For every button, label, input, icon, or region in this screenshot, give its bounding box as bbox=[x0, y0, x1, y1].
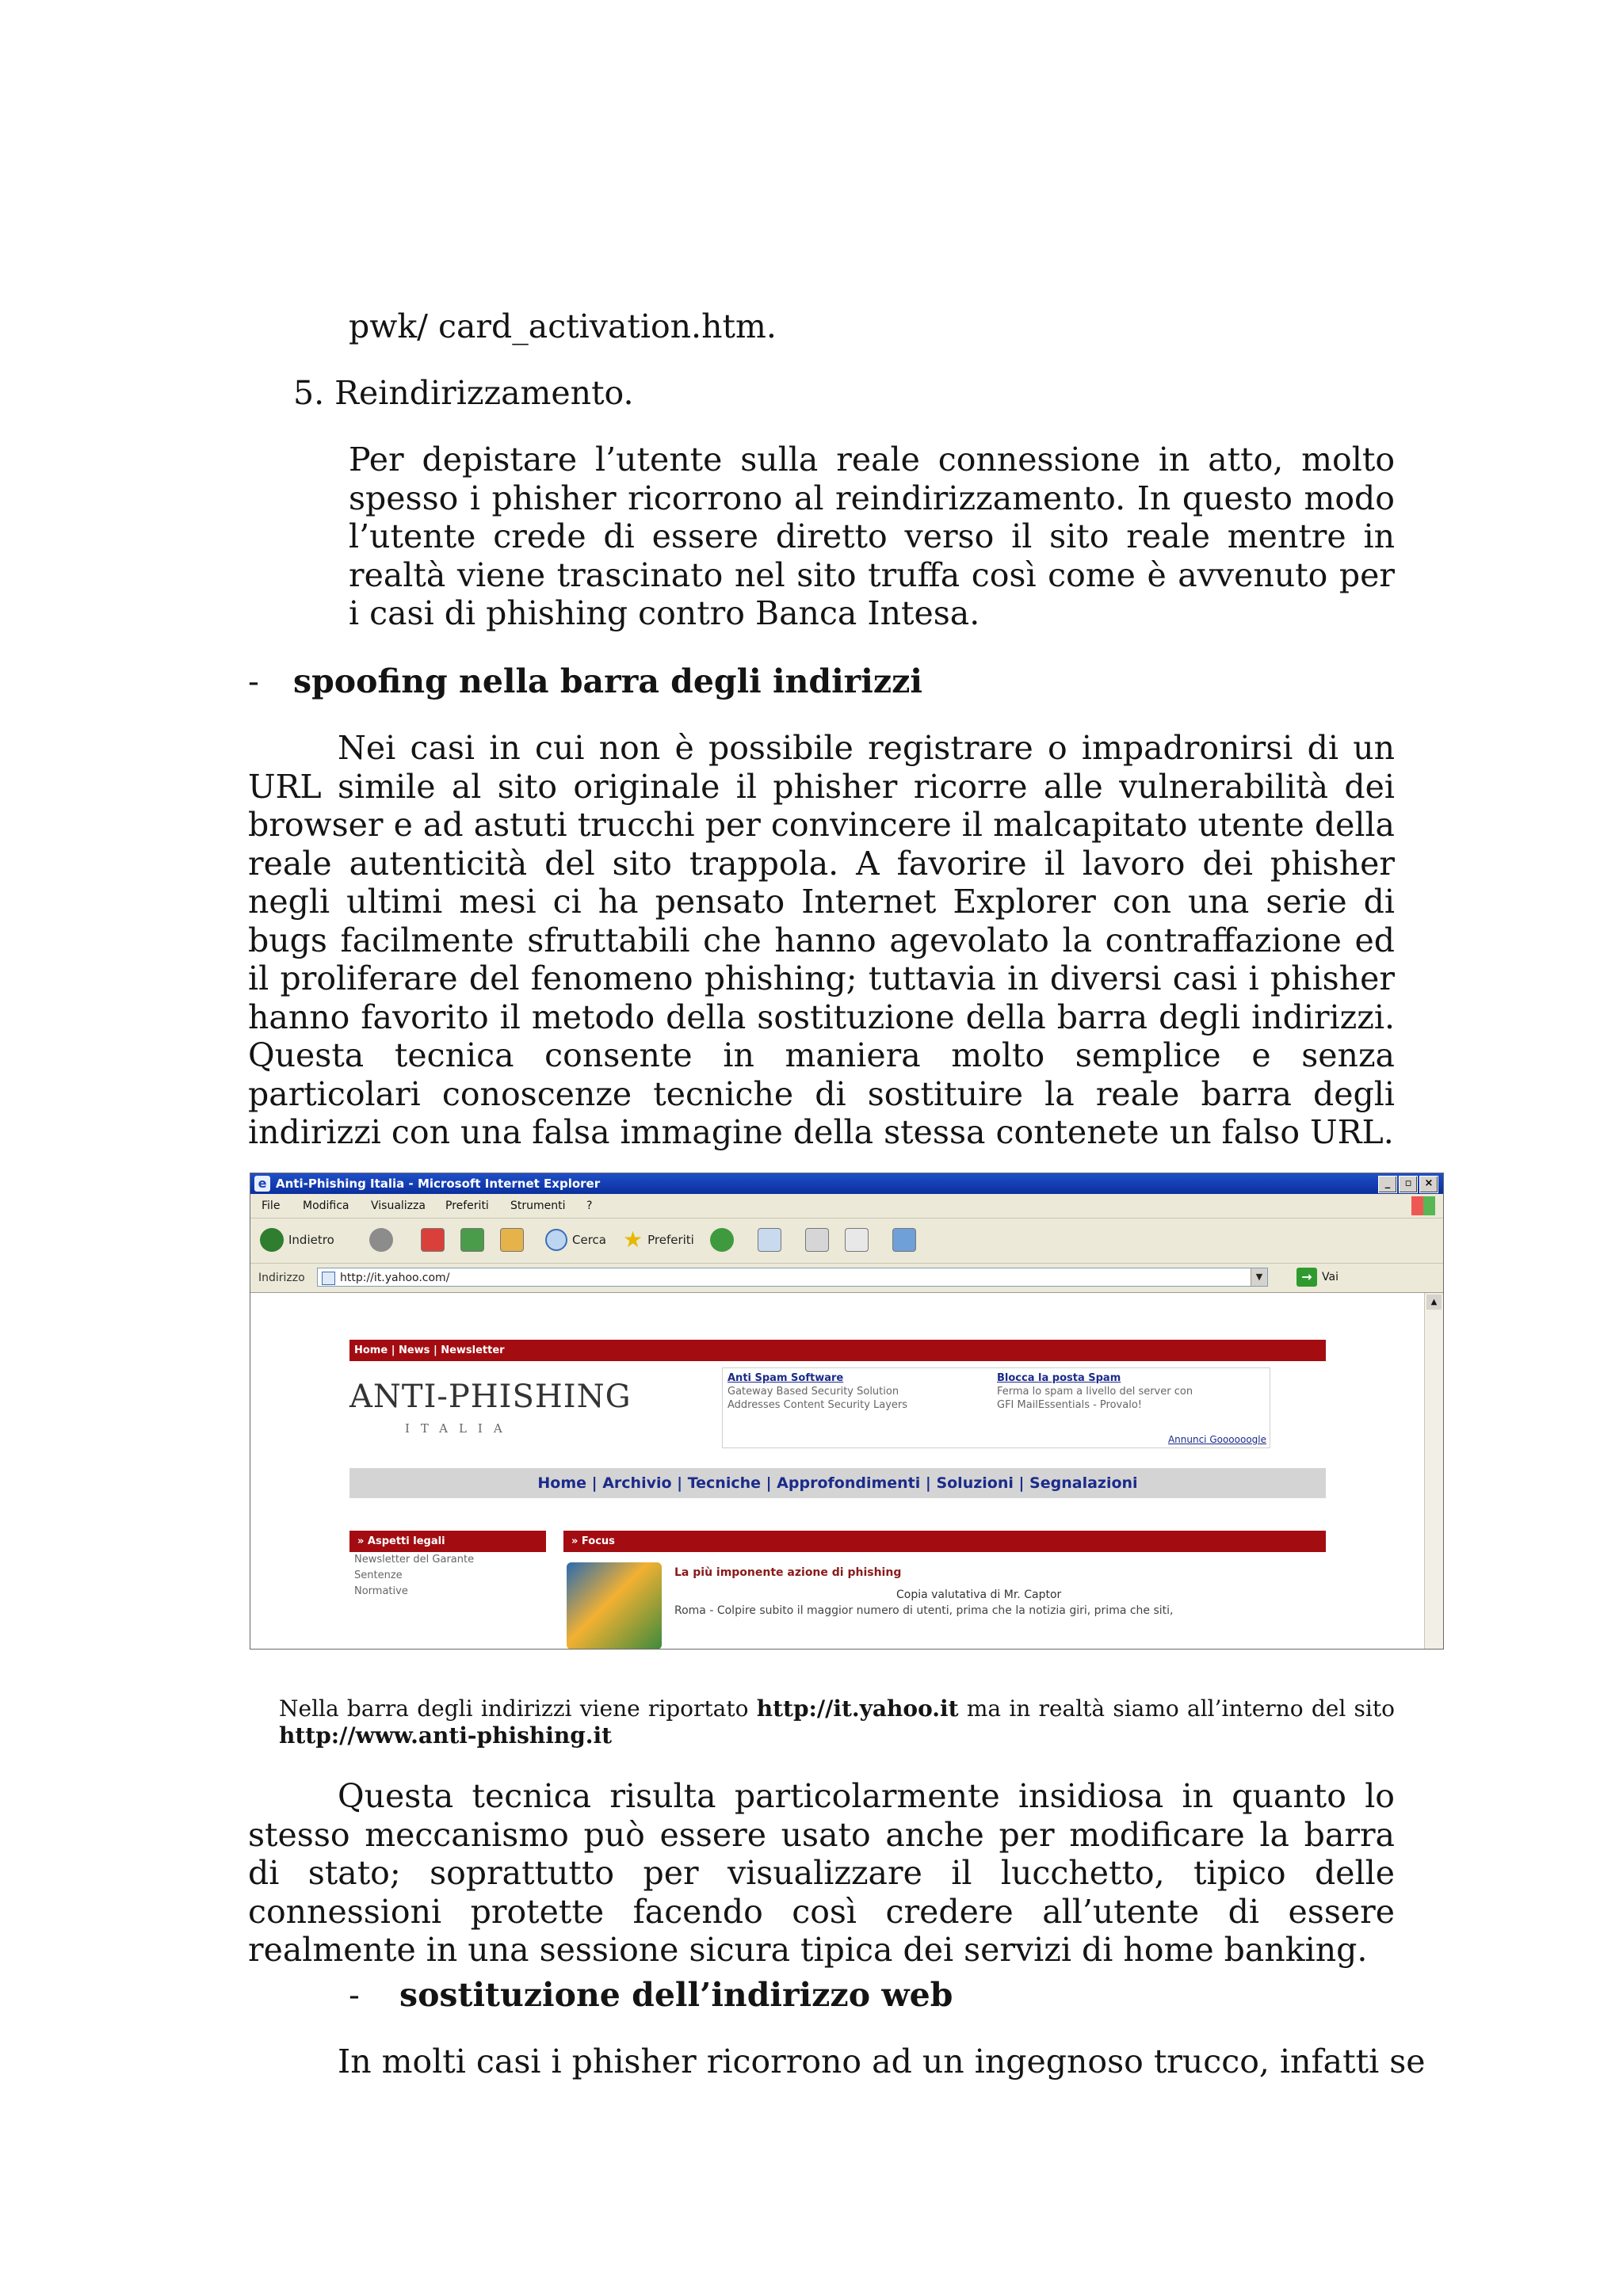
sidebar-item-sentenze[interactable]: Sentenze bbox=[354, 1569, 403, 1581]
toolbar bbox=[250, 1219, 1443, 1264]
address-input[interactable] bbox=[317, 1268, 1268, 1287]
messenger-icon bbox=[892, 1228, 916, 1252]
figure-caption bbox=[279, 1695, 1395, 1749]
go-label: Vai bbox=[1322, 1271, 1338, 1283]
print-button[interactable] bbox=[805, 1226, 829, 1253]
browser-viewport bbox=[250, 1293, 1423, 1649]
menu-help[interactable]: ? bbox=[586, 1199, 593, 1212]
sidebar-header: » Aspetti legali bbox=[349, 1531, 546, 1552]
site-nav[interactable]: Home | Archivio | Tecniche | Approfondimenti | Soluzioni | Segnalazioni bbox=[349, 1468, 1326, 1498]
paragraph-spoofing: Nei casi in cui non è possibile registrare o impadronirsi di un URL simile al sito originale il phisher ricorre alle vulnerabilità dei browser e ad astuti trucchi per convincere il malcapitato utente della reale autenticità del sito trappola. A favorire il lavoro dei phisher negli ultimi mesi ci ha pensato Internet Explorer con una serie di bugs facilmente sfruttabili che hanno agevolato la contraffazione ed il proliferare del fenomeno phishing; tuttavia in diversi casi i phisher hanno favorito il metodo della sostituzione della barra degli indirizzi. Questa tecnica consente in maniera molto semplice e senza particolari conoscenze tecniche di sostituire la reale barra degli indirizzi con una falsa immagine della stessa contenete un falso URL. bbox=[248, 729, 1395, 1151]
mail-icon bbox=[758, 1228, 781, 1252]
heading-spoofing: spoofing nella barra degli indirizzi bbox=[293, 662, 922, 700]
menu-modifica[interactable]: Modifica bbox=[303, 1199, 349, 1212]
menu-strumenti[interactable]: Strumenti bbox=[510, 1199, 566, 1212]
url-tail-line: pwk/ card_activation.htm. bbox=[349, 307, 777, 345]
back-button[interactable] bbox=[260, 1226, 334, 1253]
focus-section bbox=[563, 1531, 1326, 1617]
focus-subtitle: Copia valutativa di Mr. Captor bbox=[896, 1589, 1062, 1601]
chevron-down-icon[interactable]: ▼ bbox=[1251, 1268, 1267, 1286]
page-icon bbox=[322, 1272, 335, 1285]
maximize-button[interactable]: ▫ bbox=[1399, 1176, 1418, 1193]
ad-2-line2: GFI MailEssentials - Provalo! bbox=[997, 1399, 1142, 1411]
caption-url-2: http://www.anti-phishing.it bbox=[279, 1722, 613, 1749]
ad-footer-link[interactable]: Annunci Goooooogle bbox=[1167, 1434, 1266, 1445]
refresh-icon bbox=[460, 1228, 484, 1252]
menu-visualizza[interactable]: Visualizza bbox=[371, 1199, 426, 1212]
home-icon bbox=[500, 1228, 524, 1252]
window-title: Anti-Phishing Italia - Microsoft Internet Explorer bbox=[276, 1177, 601, 1191]
focus-text: Roma - Colpire subito il maggior numero di utenti, prima che la notizia giri, prima che siti, bbox=[674, 1604, 1174, 1617]
edit-button[interactable] bbox=[845, 1226, 869, 1253]
scroll-up-icon[interactable]: ▲ bbox=[1426, 1295, 1442, 1310]
menu-bar bbox=[250, 1194, 1443, 1219]
home-button[interactable] bbox=[500, 1226, 524, 1253]
address-value: http://it.yahoo.com/ bbox=[340, 1272, 450, 1284]
history-icon bbox=[710, 1228, 734, 1252]
stop-button[interactable] bbox=[421, 1226, 445, 1253]
list-item-5-label: 5. Reindirizzamento. bbox=[293, 374, 634, 412]
address-label: Indirizzo bbox=[258, 1272, 305, 1284]
menu-file[interactable]: File bbox=[262, 1199, 281, 1212]
heading2-dash: - bbox=[349, 1976, 360, 2014]
favorites-button[interactable] bbox=[623, 1226, 694, 1253]
ad-1-line2: Addresses Content Security Layers bbox=[727, 1399, 908, 1411]
caption-url-1: http://it.yahoo.it bbox=[756, 1695, 959, 1722]
focus-illustration bbox=[567, 1562, 662, 1649]
favorites-label: Preferiti bbox=[647, 1233, 694, 1247]
menu-preferiti[interactable]: Preferiti bbox=[445, 1199, 489, 1212]
focus-header: » Focus bbox=[563, 1531, 1326, 1552]
minimize-button[interactable]: _ bbox=[1378, 1176, 1397, 1193]
site-banner bbox=[349, 1361, 1326, 1468]
ie-logo-icon: e bbox=[254, 1176, 270, 1192]
sidebar-item-normative[interactable]: Normative bbox=[354, 1585, 408, 1597]
print-icon bbox=[805, 1228, 829, 1252]
back-arrow-icon bbox=[260, 1228, 284, 1252]
ad-1-title[interactable]: Anti Spam Software bbox=[727, 1372, 844, 1384]
search-icon bbox=[545, 1229, 567, 1251]
focus-title[interactable]: La più imponente azione di phishing bbox=[674, 1566, 902, 1579]
close-button[interactable]: × bbox=[1419, 1176, 1438, 1193]
messenger-button[interactable] bbox=[892, 1226, 916, 1253]
paragraph-web-address-start: In molti casi i phisher ricorrono ad un ingegnoso trucco, infatti se bbox=[338, 2042, 1426, 2081]
site-logo-sub: ITALIA bbox=[405, 1421, 514, 1436]
search-label: Cerca bbox=[572, 1233, 606, 1247]
history-button[interactable] bbox=[710, 1226, 734, 1253]
back-label: Indietro bbox=[288, 1233, 334, 1247]
browser-screenshot-figure bbox=[250, 1173, 1444, 1650]
forward-button[interactable] bbox=[369, 1226, 393, 1253]
go-arrow-icon: → bbox=[1296, 1268, 1317, 1287]
heading-web-address: sostituzione dell’indirizzo web bbox=[399, 1976, 953, 2014]
star-icon: ★ bbox=[623, 1226, 643, 1253]
sidebar-legal bbox=[349, 1531, 546, 1600]
sidebar-item-newsletter[interactable]: Newsletter del Garante bbox=[354, 1554, 475, 1566]
window-titlebar bbox=[250, 1173, 1443, 1194]
caption-text-2: ma in realtà siamo all’interno del sito bbox=[958, 1695, 1395, 1722]
site-header bbox=[349, 1340, 1326, 1498]
heading1-dash: - bbox=[248, 662, 259, 700]
refresh-button[interactable] bbox=[460, 1226, 484, 1253]
forward-arrow-icon bbox=[369, 1228, 393, 1252]
windows-flag-icon bbox=[1411, 1196, 1435, 1215]
ad-1-line1: Gateway Based Security Solution bbox=[727, 1386, 899, 1398]
caption-text-1: Nella barra degli indirizzi viene riportato bbox=[279, 1695, 757, 1722]
ad-1[interactable] bbox=[727, 1371, 989, 1412]
ad-2-line1: Ferma lo spam a livello del server con bbox=[997, 1386, 1193, 1398]
item5-paragraph: Per depistare l’utente sulla reale connessione in atto, molto spesso i phisher ricorrono al reindirizzamento. In questo modo l’utente crede di essere diretto verso il sito reale mentre in realtà viene trascinato nel sito truffa così come è avvenuto per i casi di phishing contro Banca Intesa. bbox=[349, 441, 1395, 632]
vertical-scrollbar[interactable] bbox=[1424, 1293, 1444, 1649]
mail-button[interactable] bbox=[758, 1226, 781, 1253]
window-controls bbox=[1378, 1176, 1438, 1193]
site-top-links[interactable]: Home | News | Newsletter bbox=[349, 1340, 1326, 1361]
ad-2[interactable] bbox=[997, 1371, 1258, 1412]
address-bar bbox=[250, 1264, 1443, 1293]
search-button[interactable] bbox=[545, 1226, 606, 1253]
go-button[interactable] bbox=[1296, 1268, 1338, 1287]
ad-2-title[interactable]: Blocca la posta Spam bbox=[997, 1372, 1121, 1384]
paragraph-status-bar: Questa tecnica risulta particolarmente insidiosa in quanto lo stesso meccanismo può essere usato anche per modificare la barra di stato; soprattutto per visualizzare il lucchetto, tipico delle connessioni protette facendo così credere all’utente di essere realmente in una sessione sicura tipica dei servizi di home banking. bbox=[248, 1777, 1395, 1969]
site-logo: ANTI-PHISHING bbox=[349, 1379, 632, 1415]
edit-icon bbox=[845, 1228, 869, 1252]
stop-icon bbox=[421, 1228, 445, 1252]
ad-box bbox=[722, 1367, 1270, 1448]
